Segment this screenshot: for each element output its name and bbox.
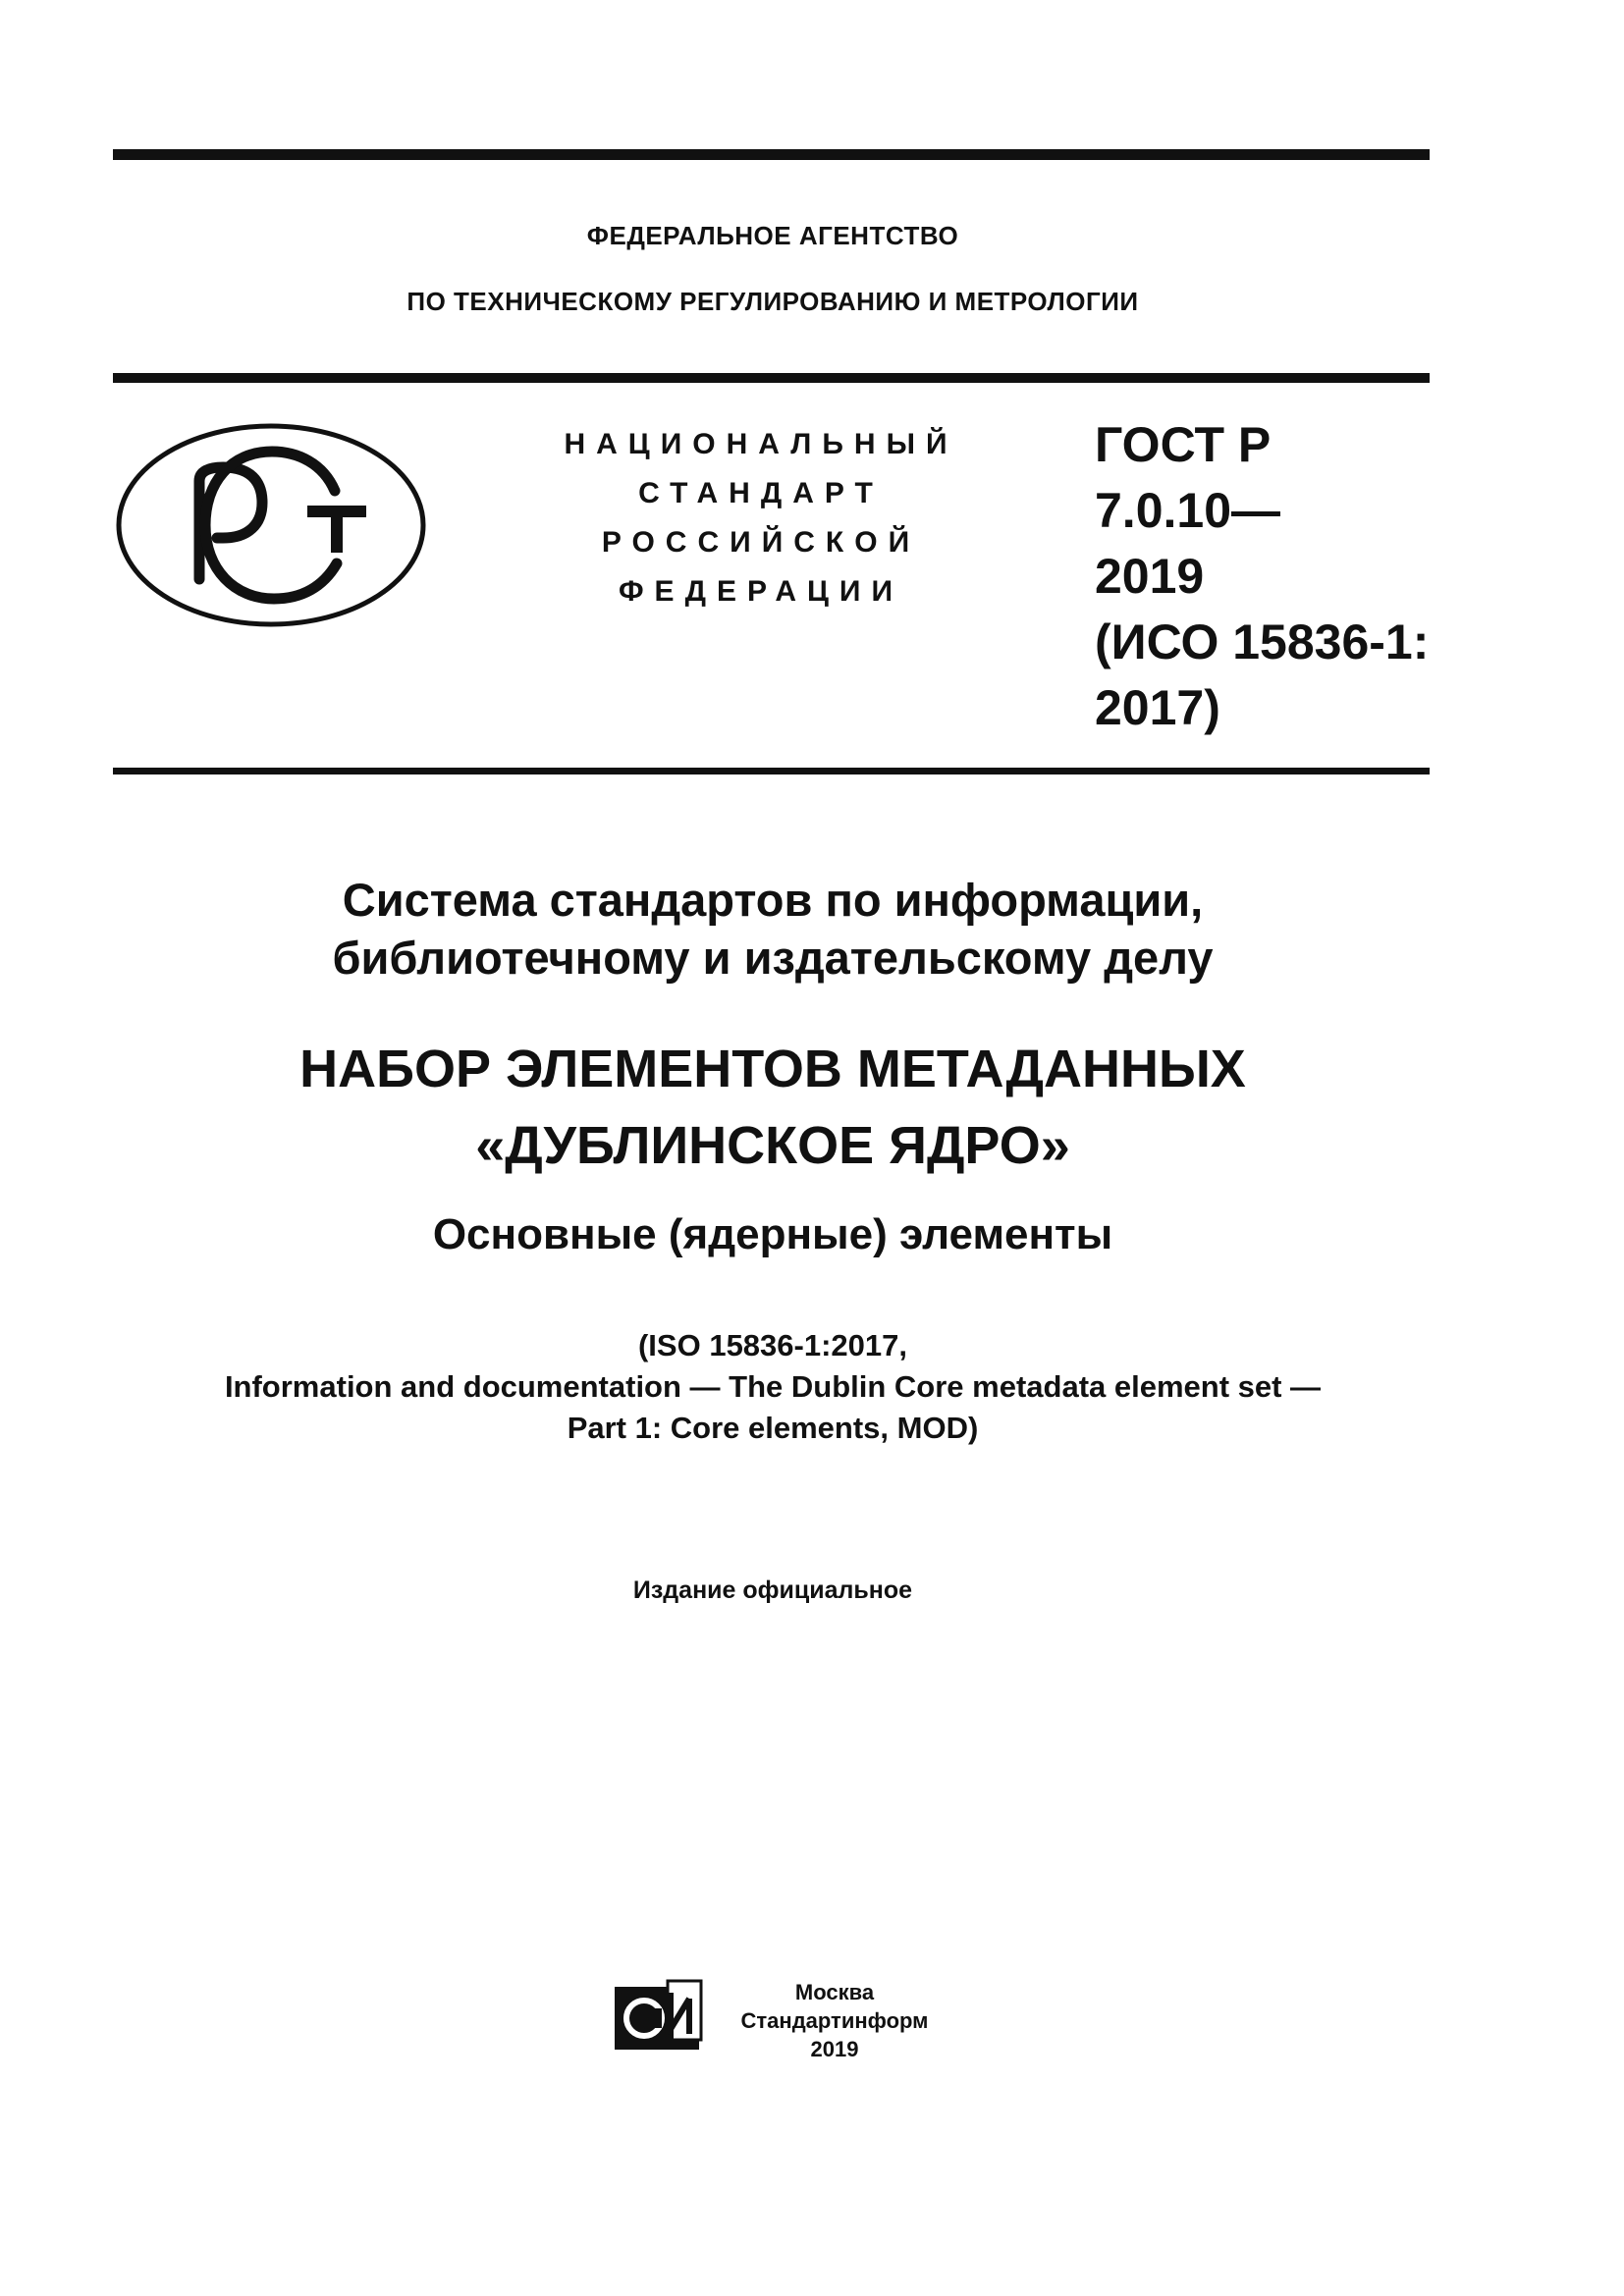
- publisher-city: Москва: [794, 1980, 875, 2004]
- agency-line-2: ПО ТЕХНИЧЕСКОМУ РЕГУЛИРОВАНИЮ И МЕТРОЛОГИИ: [406, 287, 1139, 316]
- series-title: [0, 871, 1545, 987]
- rst-certification-mark-icon: [115, 422, 427, 628]
- national-line-2: СТАНДАРТ: [638, 477, 884, 509]
- document-title-line-1: НАБОР ЭЛЕМЕНТОВ МЕТАДАННЫХ: [299, 1040, 1246, 1098]
- designation-line-4: (ИСО 15836-1:: [1095, 614, 1430, 669]
- designation-line-2: 7.0.10—: [1095, 483, 1281, 538]
- iso-reference-line-1: (ISO 15836-1:2017,: [637, 1328, 907, 1362]
- agency-line-1: ФЕДЕРАЛЬНОЕ АГЕНТСТВО: [586, 221, 959, 250]
- document-subtitle: Основные (ядерные) элементы: [432, 1210, 1113, 1258]
- bottom-rule: [113, 768, 1430, 774]
- series-title-line-1: Система стандартов по информации,: [342, 874, 1204, 926]
- document-title-line-2: «ДУБЛИНСКОЕ ЯДРО»: [475, 1116, 1070, 1175]
- standard-designation: [1095, 412, 1429, 741]
- national-line-1: НАЦИОНАЛЬНЫЙ: [564, 428, 958, 460]
- edition-note: Издание официальное: [632, 1576, 913, 1604]
- national-standard-label: [550, 420, 972, 616]
- document-title: [0, 1031, 1545, 1184]
- national-line-4: ФЕДЕРАЦИИ: [618, 575, 904, 608]
- series-title-line-2: библиотечному и издательскому делу: [332, 932, 1214, 984]
- iso-reference: [0, 1325, 1545, 1449]
- standartinform-logo-icon: [611, 1979, 705, 2054]
- top-rule: [113, 149, 1430, 160]
- designation-line-3: 2019: [1095, 549, 1205, 604]
- publisher-info: [707, 1978, 962, 2063]
- publisher-year: 2019: [810, 2037, 859, 2061]
- iso-reference-line-2: Information and documentation — The Dublin Core metadata element set —: [224, 1369, 1322, 1404]
- national-line-3: РОССИЙСКОЙ: [601, 526, 921, 559]
- publisher-name: Стандартинформ: [740, 2008, 929, 2033]
- iso-reference-line-3: Part 1: Core elements, MOD): [567, 1411, 979, 1445]
- middle-rule: [113, 373, 1430, 383]
- designation-line-1: ГОСТ Р: [1095, 417, 1272, 472]
- designation-line-5: 2017): [1095, 680, 1220, 735]
